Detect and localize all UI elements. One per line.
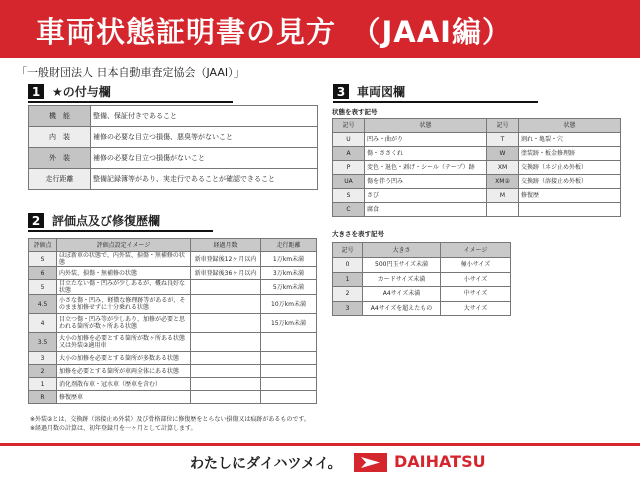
section-title: ★の付与欄: [52, 85, 111, 99]
section-title: 車両図欄: [357, 85, 406, 99]
table-cell: 機 能: [29, 106, 91, 127]
grade-table: [28, 238, 317, 404]
table-cell: 2: [333, 287, 363, 302]
state-caption: 状態を表す記号: [332, 108, 378, 116]
table-cell: A: [333, 147, 365, 161]
table-cell: 修復歴: [519, 189, 621, 203]
table-cell: [191, 378, 261, 391]
table-cell: UA: [333, 175, 365, 189]
table-cell: [261, 391, 317, 404]
table-cell: 整備記録簿等があり、実走行であることが確認できること: [91, 169, 318, 190]
table-cell: 補修の必要な目立つ損傷がないこと: [91, 148, 318, 169]
table-row: [29, 127, 318, 148]
table-cell: S: [29, 252, 57, 267]
table-cell: 走行距離: [29, 169, 91, 190]
section2-heading: [28, 212, 213, 232]
table-cell: 交換跡（溶接止め外板）: [519, 175, 621, 189]
table-cell: 小さな傷・凹み、軽微な修理跡等があるが、そのまま加修せずに十分乗れる状態: [57, 295, 191, 314]
slogan-logo: わたしにダイハツメイ。: [190, 456, 342, 472]
table-cell: 割れ・亀裂・穴: [519, 133, 621, 147]
table-cell: 塗装跡・板金修理跡: [519, 147, 621, 161]
table-cell: [261, 365, 317, 378]
size-caption: 大きさを表す記号: [332, 230, 384, 238]
table-cell: さび: [365, 189, 487, 203]
table-cell: 500円玉サイズ未満: [363, 258, 441, 273]
table-cell: 極小サイズ: [441, 258, 511, 273]
section-number: 1: [28, 84, 44, 99]
table-cell: 記号: [333, 119, 365, 133]
table-cell: 15万km未満: [261, 314, 317, 333]
table-cell: [191, 314, 261, 333]
section3-heading: [333, 83, 538, 103]
table-cell: [487, 203, 519, 217]
table-cell: 目立たない傷・凹みが少しあるが、概ね良好な状態: [57, 280, 191, 295]
table-cell: [261, 378, 317, 391]
table-cell: R: [29, 391, 57, 404]
table-cell: 3.5: [29, 333, 57, 352]
table-cell: [519, 203, 621, 217]
table-cell: U: [333, 133, 365, 147]
table-row: [29, 391, 317, 404]
table-cell: P: [333, 161, 365, 175]
table-cell: 1万km未満: [261, 252, 317, 267]
table-cell: [191, 280, 261, 295]
table-row: [333, 189, 621, 203]
table-cell: [261, 333, 317, 352]
table-row: [333, 301, 511, 316]
section-number: 3: [333, 84, 349, 99]
table-cell: 3: [29, 352, 57, 365]
table-cell: 内 装: [29, 127, 91, 148]
table-cell: 走行距離: [261, 239, 317, 252]
table-row: [29, 314, 317, 333]
table-row: [29, 333, 317, 352]
table-cell: 状態: [519, 119, 621, 133]
table-row: [29, 295, 317, 314]
table-cell: 目立つ傷・凹み等が少しあり、加修が必要と思われる箇所が数ヶ所ある状態: [57, 314, 191, 333]
table-cell: 整備、保証付きであること: [91, 106, 318, 127]
page-title: 車両状態証明書の見方 （JAAI編）: [0, 0, 640, 58]
section1-heading: [28, 83, 233, 103]
table-row: [29, 267, 317, 280]
section-title: 評価点及び修復歴欄: [52, 214, 161, 228]
table-cell: 0: [333, 258, 363, 273]
table-cell: [261, 352, 317, 365]
table-cell: 6: [29, 267, 57, 280]
table-row: [29, 378, 317, 391]
table-cell: [191, 352, 261, 365]
table-cell: 腐食: [365, 203, 487, 217]
table-cell: [191, 295, 261, 314]
table-row: [29, 148, 318, 169]
size-symbol-table: [332, 242, 511, 316]
note: ※外装②とは、交換跡（溶接止め外装）及び骨格部位に修復歴をとらない損傷又は痕跡があるものです。: [30, 416, 310, 423]
table-row: [29, 169, 318, 190]
table-row: [333, 175, 621, 189]
footer-divider: [0, 443, 640, 446]
table-row: [333, 287, 511, 302]
table-cell: 記号: [487, 119, 519, 133]
table-row: [333, 243, 511, 258]
section-number: 2: [28, 213, 44, 228]
table-cell: 評価点: [29, 239, 57, 252]
table-cell: 傷を伴う凹み: [365, 175, 487, 189]
daihatsu-logo-icon: [354, 453, 387, 472]
table-row: [29, 280, 317, 295]
table-cell: A4サイズ未満: [363, 287, 441, 302]
table-cell: 10万km未満: [261, 295, 317, 314]
table-cell: 内外装、損傷・無補修の状態: [57, 267, 191, 280]
table-cell: T: [487, 133, 519, 147]
table-row: [333, 161, 621, 175]
table-cell: 交換跡（ネジ止め外板）: [519, 161, 621, 175]
table-row: [29, 239, 317, 252]
star-table: [28, 105, 318, 190]
table-cell: ほぼ新車の状態で、内外装、損傷・無補修の状態: [57, 252, 191, 267]
table-cell: 大小の加修を必要とする箇所が数ヶ所ある状態又は外装②適用車: [57, 333, 191, 352]
table-cell: 傷・ささくれ: [365, 147, 487, 161]
table-cell: イメージ: [441, 243, 511, 258]
table-cell: 新車登録後12ヶ月以内: [191, 252, 261, 267]
table-cell: 新車登録後36ヶ月以内: [191, 267, 261, 280]
table-cell: [191, 391, 261, 404]
table-cell: 外 装: [29, 148, 91, 169]
table-cell: [191, 365, 261, 378]
state-symbol-table: [332, 118, 621, 217]
brand-name: DAIHATSU: [394, 452, 486, 471]
table-cell: 小サイズ: [441, 272, 511, 287]
table-row: [29, 352, 317, 365]
table-cell: XM②: [487, 175, 519, 189]
table-cell: S: [333, 189, 365, 203]
table-cell: 1: [333, 272, 363, 287]
table-cell: 加修を必要とする箇所が車両全体にある状態: [57, 365, 191, 378]
table-cell: 補修の必要な目立つ損傷、悪臭等がないこと: [91, 127, 318, 148]
table-cell: 4: [29, 314, 57, 333]
subtitle: 「一般財団法人 日本自動車査定協会（JAAI）」: [16, 66, 245, 79]
table-row: [29, 106, 318, 127]
table-cell: 3: [333, 301, 363, 316]
table-cell: 1: [29, 378, 57, 391]
table-cell: C: [333, 203, 365, 217]
notes: [30, 415, 310, 433]
table-cell: カードサイズ未満: [363, 272, 441, 287]
table-row: [29, 365, 317, 378]
table-cell: [191, 333, 261, 352]
table-cell: 状態: [365, 119, 487, 133]
table-row: [29, 252, 317, 267]
table-row: [333, 203, 621, 217]
table-cell: 経過月数: [191, 239, 261, 252]
table-row: [333, 133, 621, 147]
table-cell: 記号: [333, 243, 363, 258]
note: ※経過月数の計算は、初年登録月を一ヶ月として計算します。: [30, 425, 197, 432]
table-cell: 5万km未満: [261, 280, 317, 295]
table-cell: 5: [29, 280, 57, 295]
table-cell: 凹み・曲がり: [365, 133, 487, 147]
table-row: [333, 119, 621, 133]
table-cell: 3万km未満: [261, 267, 317, 280]
table-cell: M: [487, 189, 519, 203]
table-cell: XM: [487, 161, 519, 175]
table-cell: A4サイズを超えたもの: [363, 301, 441, 316]
table-cell: W: [487, 147, 519, 161]
table-cell: 大小の加修を必要とする箇所が多数ある状態: [57, 352, 191, 365]
table-cell: 修復歴車: [57, 391, 191, 404]
table-row: [333, 272, 511, 287]
table-cell: 評価点設定イメージ: [57, 239, 191, 252]
table-row: [333, 147, 621, 161]
table-cell: 消化剤散布車・冠水車（歴車を含む）: [57, 378, 191, 391]
table-cell: 2: [29, 365, 57, 378]
table-cell: 大きさ: [363, 243, 441, 258]
table-row: [333, 258, 511, 273]
table-cell: 中サイズ: [441, 287, 511, 302]
table-cell: 4.5: [29, 295, 57, 314]
table-cell: 大サイズ: [441, 301, 511, 316]
table-cell: 変色・退色・剥げ・シール（テープ）跡: [365, 161, 487, 175]
